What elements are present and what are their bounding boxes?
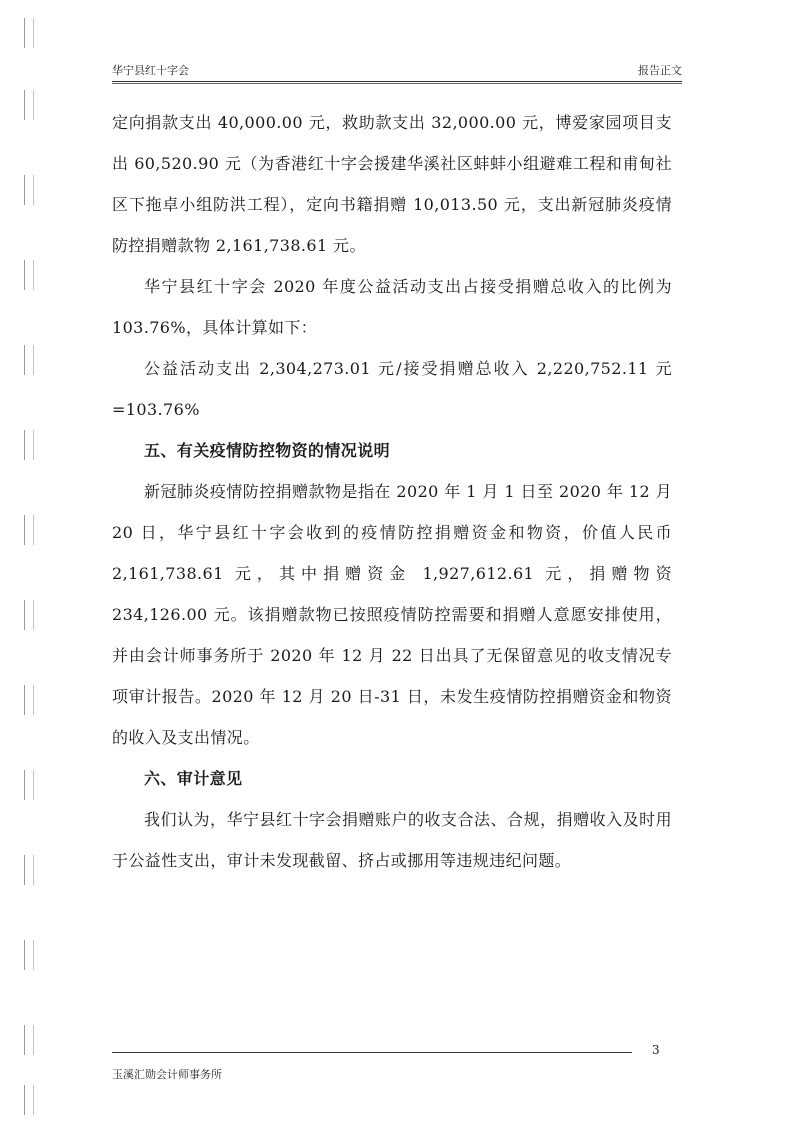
paragraph-ratio: 华宁县红十字会 2020 年度公益活动支出占接受捐赠总收入的比例为 103.76%，具体计算如下： xyxy=(112,277,672,337)
binding-mark xyxy=(24,175,34,205)
binding-mark xyxy=(24,515,34,545)
binding-mark xyxy=(24,855,34,885)
binding-mark xyxy=(24,90,34,120)
page-header xyxy=(112,60,682,80)
page-number: 3 xyxy=(652,1043,660,1057)
binding-mark xyxy=(24,1085,34,1115)
binding-mark xyxy=(24,685,34,715)
paragraph-audit-opinion: 我们认为，华宁县红十字会捐赠账户的收支合法、合规，捐赠收入及时用于公益性支出，审计未发现截留、挤占或挪用等违规违纪问题。 xyxy=(112,810,672,870)
binding-mark xyxy=(24,345,34,375)
paragraph-epidemic-materials: 新冠肺炎疫情防控捐赠款物是指在 2020 年 1 月 1 日至 2020 年 12 月 20 日，华宁县红十字会收到的疫情防控捐赠资金和物资，价值人民币 2,161,738.61 元，其中捐赠资金 1,927,612.61 元，捐赠物资 234,126.00 元。该捐赠款物已按照疫情防控需要和捐赠人意愿安排使用，并由会计师事务所于 2020 年 12 月 22 日出具了无保留意见的收支情况专项审计报告。2020 年 12 月 20 日-31 日，未发生疫情防控捐赠资金和物资的收入及支出情况。 xyxy=(112,482,672,747)
binding-mark xyxy=(24,600,34,630)
binding-margin xyxy=(20,0,40,1122)
binding-mark xyxy=(24,18,34,48)
header-section: 报告正文 xyxy=(638,64,682,77)
footer-rule xyxy=(112,1052,632,1053)
paragraph-calculation: 公益活动支出 2,304,273.01 元/接受捐赠总收入 2,220,752.11 元=103.76% xyxy=(112,359,672,419)
binding-mark xyxy=(24,940,34,970)
section-heading-five: 五、有关疫情防控物资的情况说明 xyxy=(144,441,391,460)
document-body xyxy=(112,102,672,881)
section-heading-six: 六、审计意见 xyxy=(144,769,243,788)
header-rule-secondary xyxy=(112,83,682,84)
footer-firm-name: 玉溪汇勋会计师事务所 xyxy=(112,1068,222,1081)
binding-mark xyxy=(24,430,34,460)
binding-mark xyxy=(24,1025,34,1055)
paragraph-expenditure-details: 定向捐款支出 40,000.00 元，救助款支出 32,000.00 元，博爱家园项目支出 60,520.90 元（为香港红十字会援建华溪社区蚌蚌小组避难工程和甫甸社区下拖卓小组防洪工程），定向书籍捐赠 10,013.50 元，支出新冠肺炎疫情防控捐赠款物 2,161,738.61 元。 xyxy=(112,113,672,255)
header-organization: 华宁县红十字会 xyxy=(112,64,189,77)
header-rule xyxy=(112,81,682,82)
binding-mark xyxy=(24,770,34,800)
binding-mark xyxy=(24,260,34,290)
